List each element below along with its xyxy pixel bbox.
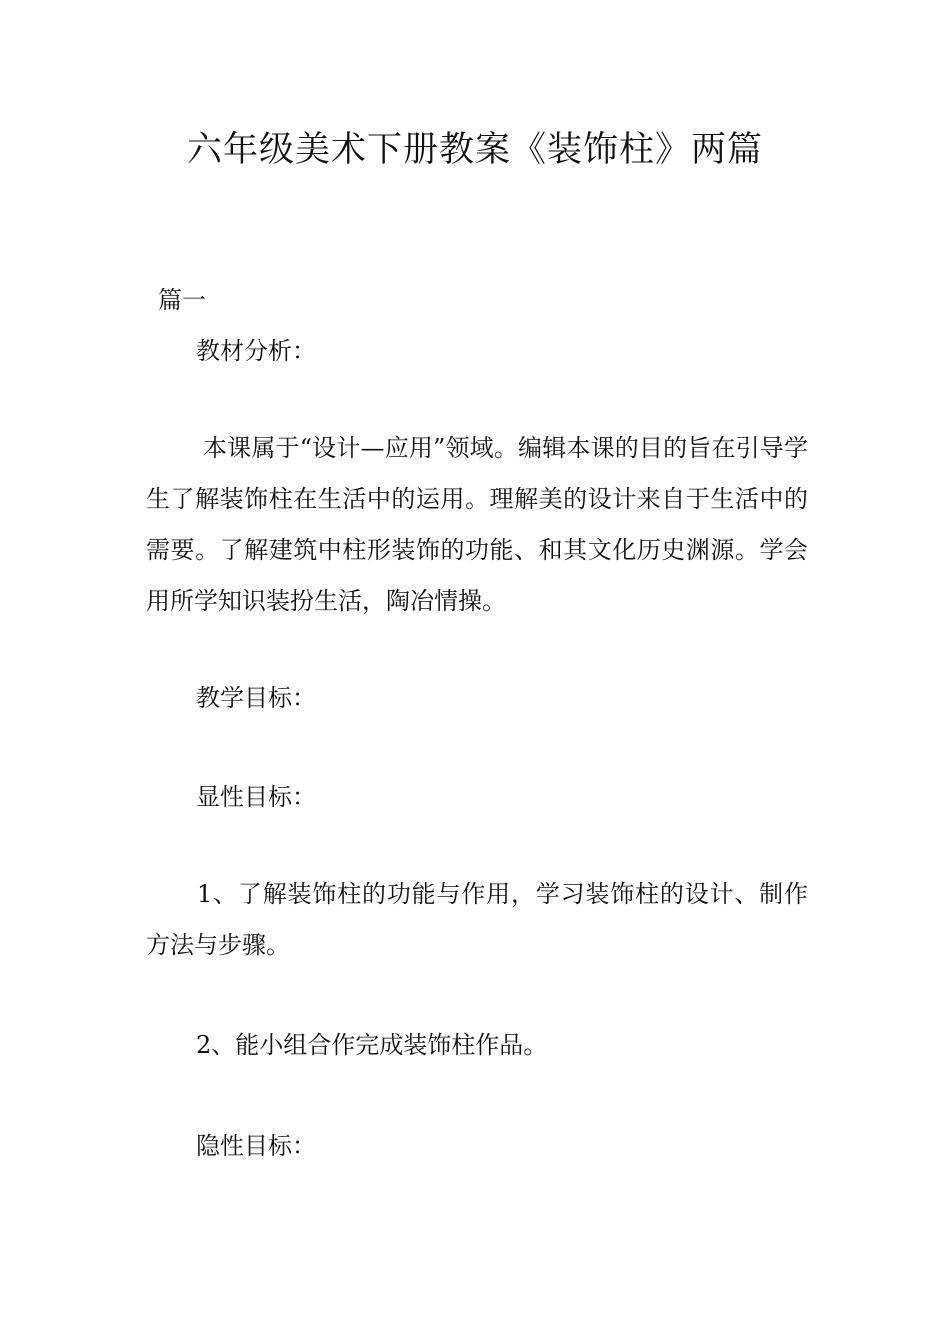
explicit-objectives-heading: 显性目标： (196, 783, 316, 811)
teaching-objectives-heading: 教学目标： (196, 684, 316, 712)
explicit-objective-item-1: 1、了解装饰柱的功能与作用，学习装饰柱的设计、制作方法与步骤。 (146, 880, 808, 959)
document-title: 六年级美术下册教案《装饰柱》两篇 (186, 130, 763, 170)
section-label: 篇一 (158, 286, 206, 314)
material-analysis-heading: 教材分析： (196, 337, 316, 365)
explicit-objective-item-2: 2、能小组合作完成装饰柱作品。 (196, 1031, 548, 1059)
implicit-objectives-heading: 隐性目标： (196, 1132, 316, 1160)
material-analysis-paragraph: 本课属于“设计—应用”领域。编辑本课的目的旨在引导学生了解装饰柱在生活中的运用。理解美的设计来自于生活中的需要。了解建筑中柱形装饰的功能、和其文化历史渊源。学会用所学知识装扮生活，陶冶情操。 (146, 434, 808, 615)
